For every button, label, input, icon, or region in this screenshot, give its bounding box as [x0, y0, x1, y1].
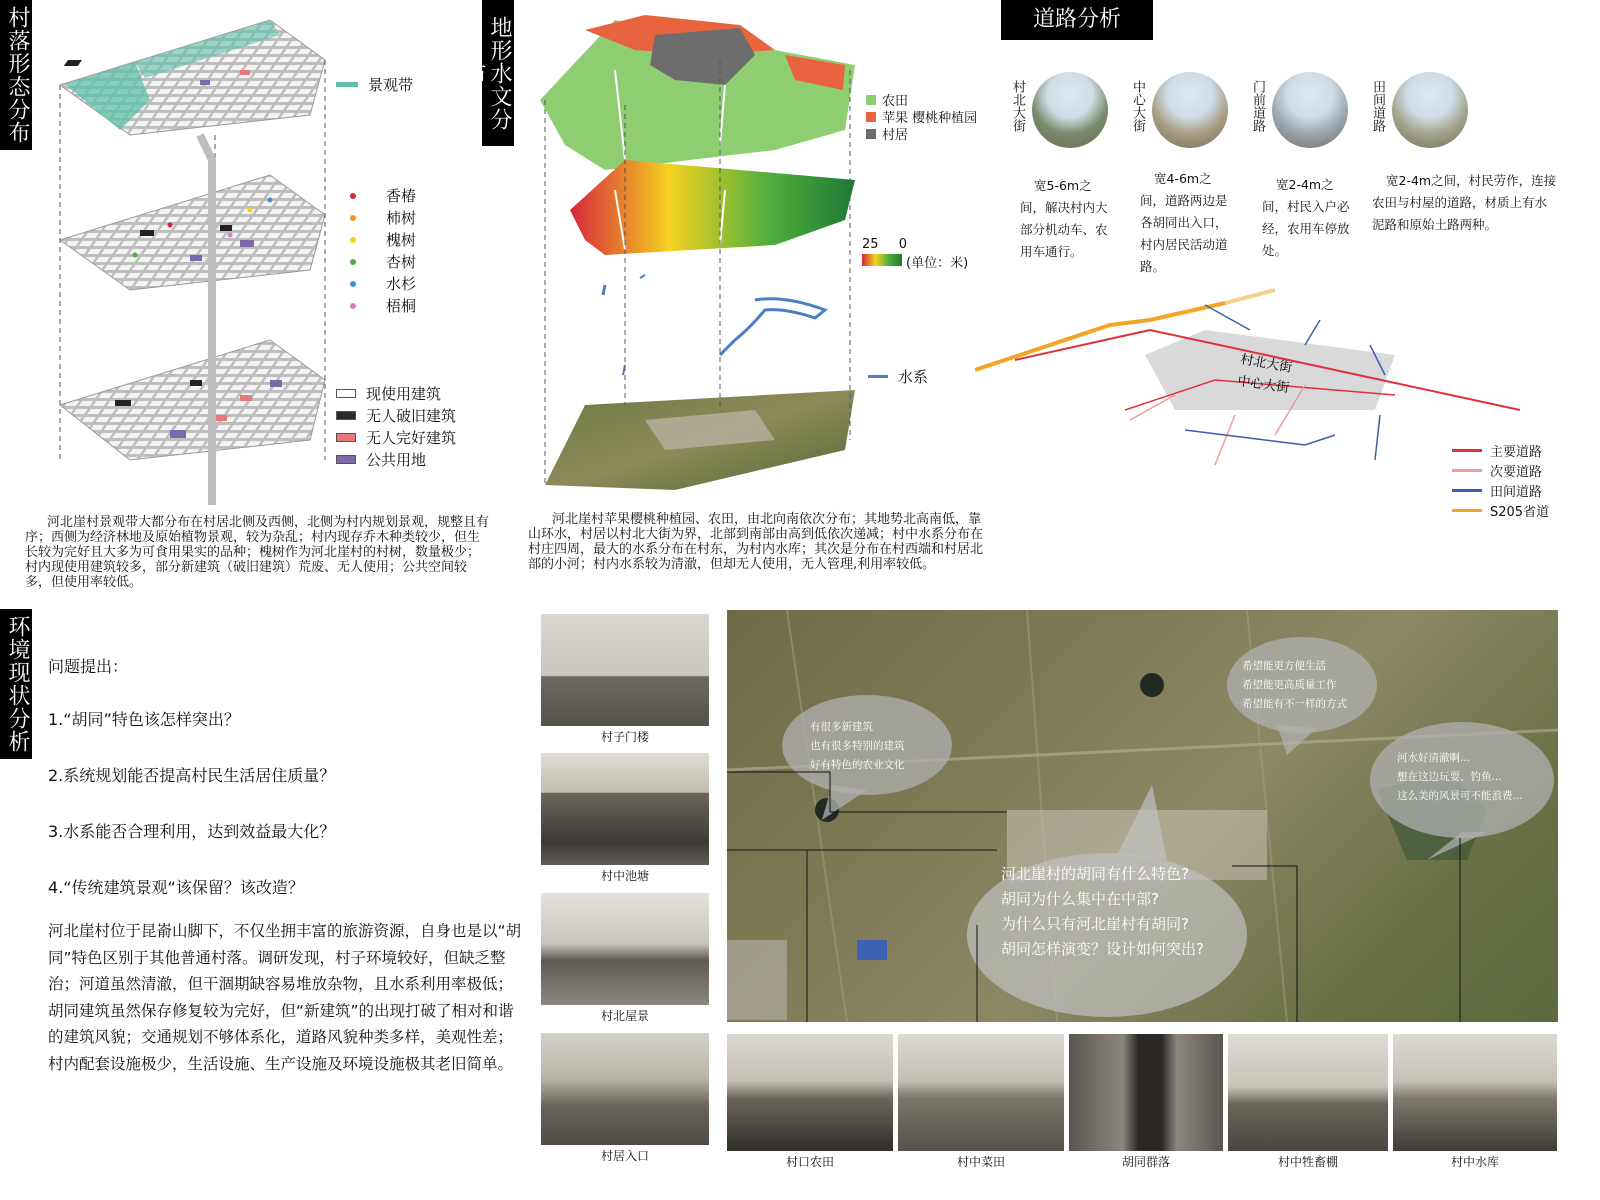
left-photo-1	[541, 753, 709, 865]
legend-building-0	[336, 383, 441, 404]
legend-dot	[350, 303, 356, 309]
legend-label: 公共用地	[366, 451, 427, 469]
section-title-village-form: 村落形态分布	[0, 0, 32, 150]
legend-label: S205省道	[1490, 505, 1550, 520]
legend-swatch	[868, 375, 888, 378]
landuse-layer	[540, 15, 855, 170]
environment-summary: 河北崖村位于昆嵛山脚下，不仅坐拥丰富的旅游资源，自身也是以“胡同”特色区别于其他普通村落。调研发现，村子环境较好，但缺乏整治；河道虽然清澈，但干涸期缺容易堆放杂物，且水系利用率极低；胡同建筑虽然保存修复较为完好，但“新建筑”的出现打破了相对和谐的建筑风貌；交通规划不够体系化，道路风貌种类多样，美观性差；村内配套设施极少，生活设施、生产设施及环境设施极其老旧简单。	[48, 922, 522, 1073]
legend-tree-5	[350, 295, 416, 316]
legend-road-1	[1452, 461, 1542, 480]
elevation-unit: (单位：米)	[906, 256, 969, 271]
bubble-b2-text	[1242, 657, 1347, 714]
map-label-north: 村北大街	[1239, 351, 1294, 375]
legend-dot	[350, 193, 356, 199]
section-title-terrain-water: 地形水文分布	[482, 0, 514, 146]
legend-tree-4	[350, 273, 416, 294]
elevation-bar	[862, 254, 902, 266]
satellite-layer	[545, 390, 855, 490]
village-layer-buildings	[60, 340, 325, 460]
bubble-main-line-2: 为什么只有河北崖村有胡同?	[1001, 915, 1189, 933]
bottom-photo-caption-3: 村中牲畜棚	[1277, 1155, 1338, 1169]
legend-swatch	[336, 411, 356, 420]
legend-label: 水系	[898, 368, 929, 386]
legend-tree-3	[350, 251, 416, 272]
legend-line	[1452, 449, 1482, 452]
question-1: 1.“胡同”特色该怎样突出？	[48, 710, 240, 729]
question-3: 3.水系能否合理利用，达到效益最大化？	[48, 822, 336, 841]
water-layer	[603, 275, 825, 375]
legend-label: 梧桐	[386, 297, 417, 315]
bubble-b2-line-1: 希望能更高质量工作	[1242, 679, 1337, 691]
legend-swatch	[866, 129, 876, 139]
bubble-main-line-1: 胡同为什么集中在中部?	[1001, 890, 1159, 908]
legend-label: 杏树	[386, 253, 417, 271]
legend-label: 景观带	[368, 76, 414, 94]
bottom-photo-caption-1: 村中菜田	[956, 1155, 1005, 1169]
bottom-photo-caption-2: 胡同群落	[1121, 1155, 1170, 1169]
elevation-min: 0	[898, 237, 907, 252]
legend-swatch	[866, 95, 876, 105]
legend-building-1	[336, 405, 456, 426]
legend-label: 田间道路	[1490, 485, 1543, 500]
road-network-diagram	[975, 285, 1535, 485]
road-photo-2	[1272, 72, 1348, 148]
section-title-environment: 环境现状分析	[0, 609, 32, 759]
bubble-main-text	[1001, 862, 1204, 962]
legend-tree-0	[350, 185, 416, 206]
legend-swatch	[336, 455, 356, 464]
bubble-b3-text	[1397, 749, 1523, 806]
terrain-description: 河北崖村苹果樱桃种植园、农田，由北向南依次分布；其地势北高南低，靠山环水，村居以村北大街为界，北部到南部由高到低依次递减；村中水系分布在村庄四周，最大的水系分布在村东，为村内水库；其次是分布在村西端和村居北部的小河；村内水系较为清澈，但却无人使用，无人管理,利用率较低。	[528, 512, 984, 572]
section-title-road-analysis: 道路分析	[1001, 0, 1153, 40]
legend-label: 苹果 樱桃种植园	[882, 111, 978, 126]
legend-tree-1	[350, 207, 416, 228]
left-photo-3	[541, 1033, 709, 1145]
legend-road-2	[1452, 481, 1542, 500]
legend-road-0	[1452, 441, 1542, 460]
bottom-photo-4	[1393, 1034, 1557, 1151]
question-4: 4.“传统建筑景观“该保留？该改造？	[48, 878, 304, 897]
road-photo-0	[1032, 72, 1108, 148]
legend-swatch	[336, 433, 356, 442]
bubble-b1-line-0: 有很多新建筑	[810, 721, 873, 733]
legend-dot	[350, 237, 356, 243]
bubble-b1-line-2: 好有特色的农业文化	[810, 759, 905, 771]
road-name-0: 村北大街	[1010, 80, 1025, 132]
legend-label: 主要道路	[1490, 445, 1543, 460]
terrain-diagram	[525, 10, 865, 500]
legend-building-2	[336, 427, 456, 448]
bubble-b3-line-2: 这么美的风景可不能浪费...	[1397, 790, 1523, 802]
legend-label: 农田	[882, 94, 909, 109]
village-form-diagram	[40, 0, 340, 510]
map-label-center: 中心大街	[1236, 373, 1291, 396]
legend-landuse-2	[866, 124, 908, 143]
bubble-main-line-3: 胡同怎样演变？设计如何突出?	[1001, 940, 1204, 958]
bubble-b2-line-0: 希望能更方便生活	[1242, 660, 1326, 672]
legend-water	[868, 366, 928, 387]
legend-tree-2	[350, 229, 416, 250]
legend-building-3	[336, 449, 426, 470]
legend-label: 次要道路	[1490, 465, 1543, 480]
bubble-b3-line-0: 河水好清澈啊...	[1397, 752, 1471, 764]
road-desc-3: 宽2-4m之间，村民劳作，连接农田与村屋的道路，材质上有水泥路和原始土路两种。	[1372, 173, 1557, 232]
legend-dot	[350, 259, 356, 265]
village-layer-landscape	[60, 20, 325, 135]
legend-road-3	[1452, 501, 1549, 520]
village-form-description: 河北崖村景观带大都分布在村居北侧及西侧，北侧为村内规划景观，规整且有序；西侧为经济林地及原始植物景观，较为杂乱；村内现存乔木种类较少，但生长较为完好且大多为可食用果实的品种；槐树作为河北崖村的村树，数量极少；村内现使用建筑较多，部分新建筑（破旧建筑）荒废、无人使用；公共空间较多，但使用率较低。	[25, 515, 490, 590]
road-name-3: 田间道路	[1370, 80, 1385, 132]
road-photo-3	[1392, 72, 1468, 148]
bubble-b3-line-1: 想在这边玩耍、钓鱼...	[1397, 771, 1502, 783]
bubble-b1-text	[810, 718, 905, 775]
legend-label: 无人完好建筑	[366, 429, 457, 447]
road-desc-1: 宽4-6m之间，道路两边是各胡同出入口，村内居民活动道路。	[1140, 171, 1228, 274]
legend-landscape-belt	[336, 74, 413, 95]
bubble-b1-line-1: 也有很多特别的建筑	[810, 740, 905, 752]
bottom-photo-0	[727, 1034, 893, 1151]
legend-dot	[350, 281, 356, 287]
bottom-photo-caption-0: 村口农田	[785, 1155, 834, 1169]
road-name-2: 门前道路	[1250, 80, 1265, 132]
elevation-layer	[570, 160, 855, 255]
legend-label: 柿树	[386, 209, 417, 227]
elevation-max: 25	[862, 237, 879, 252]
bubble-b2-line-2: 希望能有不一样的方式	[1242, 698, 1347, 710]
legend-line	[1452, 509, 1482, 512]
elevation-legend	[862, 237, 907, 252]
left-photo-caption-0: 村子门楼	[600, 730, 649, 744]
legend-dot	[350, 215, 356, 221]
legend-label: 无人破旧建筑	[366, 407, 457, 425]
left-photo-0	[541, 614, 709, 726]
legend-label: 香椿	[386, 187, 417, 205]
question-title: 问题提出：	[48, 657, 129, 676]
road-photo-1	[1152, 72, 1228, 148]
village-layer-trees	[60, 175, 325, 290]
bottom-photo-caption-4: 村中水库	[1450, 1155, 1499, 1169]
left-photo-caption-1: 村中池塘	[600, 869, 649, 883]
legend-label: 村居	[882, 128, 909, 143]
legend-label: 水杉	[386, 275, 417, 293]
legend-label: 现使用建筑	[366, 385, 442, 403]
legend-swatch	[866, 112, 876, 122]
legend-line	[1452, 489, 1482, 492]
legend-line	[1452, 469, 1482, 472]
legend-swatch	[336, 389, 356, 398]
left-photo-caption-2: 村北屋景	[600, 1009, 649, 1023]
question-2: 2.系统规划能否提高村民生活居住质量？	[48, 766, 336, 785]
left-photo-2	[541, 893, 709, 1005]
left-photo-caption-3: 村居入口	[600, 1149, 649, 1163]
bubble-main-line-0: 河北崖村的胡同有什么特色?	[1001, 865, 1189, 883]
legend-swatch	[336, 82, 358, 87]
bottom-photo-2	[1069, 1034, 1223, 1151]
legend-label: 槐树	[386, 231, 417, 249]
road-desc-2: 宽2-4m之间，村民入户必经，农用车停放处。	[1262, 177, 1350, 258]
road-name-1: 中心大街	[1130, 80, 1145, 132]
bottom-photo-1	[898, 1034, 1064, 1151]
road-desc-0: 宽5-6m之间，解决村内大部分机动车、农用车通行。	[1020, 178, 1108, 259]
bottom-photo-3	[1228, 1034, 1388, 1151]
